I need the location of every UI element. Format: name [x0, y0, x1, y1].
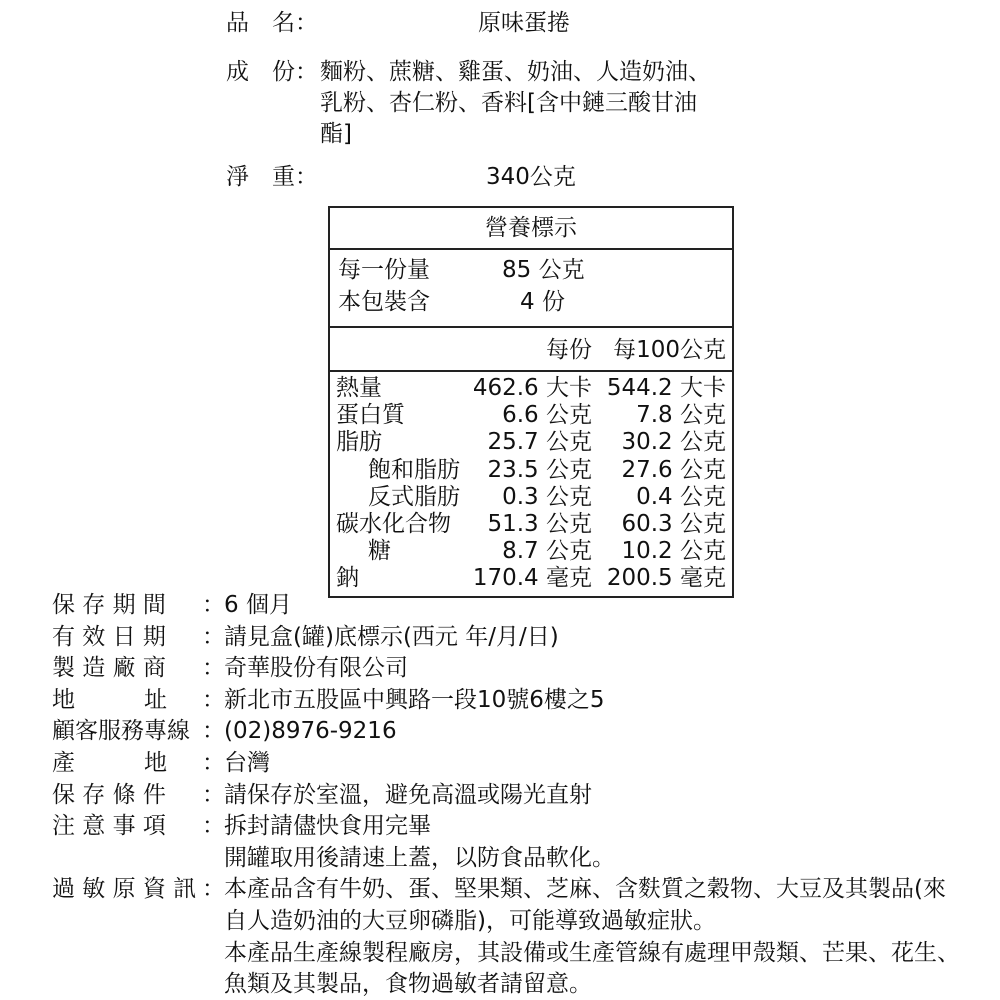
- info-row: [52, 874, 982, 904]
- nutrient-per-serving: 170.4 毫克: [472, 565, 592, 592]
- info-colon: ：: [202, 750, 225, 776]
- ingredients-label: 成 份：: [226, 59, 318, 85]
- nutrient-per-serving: 8.7 公克: [502, 538, 592, 565]
- info-value: 開罐取用後請速上蓋，以防食品軟化。: [224, 844, 615, 871]
- info-label: 保 存 期 間: [52, 592, 166, 618]
- info-value: 台灣: [224, 750, 270, 776]
- info-colon: ：: [202, 718, 225, 745]
- info-row: [52, 938, 982, 968]
- ingredients-line: 麵粉、蔗糖、雞蛋、奶油、人造奶油、: [320, 59, 711, 85]
- info-row: [52, 653, 982, 683]
- divider: [330, 370, 732, 372]
- nutrient-per-100g: 60.3 公克: [621, 511, 726, 537]
- net-weight-value: 340公克: [486, 164, 576, 190]
- column-header-per-100g: 每100公克: [613, 337, 726, 363]
- nutrient-name: 飽和脂肪: [368, 456, 460, 483]
- info-row: [52, 906, 982, 936]
- info-colon: ：: [202, 655, 225, 682]
- net-weight-label: 淨 重：: [226, 164, 318, 190]
- nutrient-name: 反式脂肪: [368, 483, 460, 510]
- info-label: 注 意 事 項: [52, 813, 166, 840]
- info-colon: ：: [202, 686, 225, 713]
- serving-size-value: 85 公克: [502, 257, 585, 283]
- info-value: 拆封請儘快食用完畢: [224, 813, 431, 840]
- nutrient-per-serving: 51.3 公克: [487, 511, 592, 537]
- nutrient-name: 熱量: [336, 375, 382, 401]
- nutrient-per-serving: 23.5 公克: [487, 456, 592, 483]
- info-colon: ：: [202, 876, 225, 903]
- product-name-label: 品 名：: [226, 10, 318, 36]
- info-label: 過 敏 原 資 訊: [52, 876, 197, 903]
- ingredients-text: [320, 57, 711, 150]
- info-colon: ：: [202, 623, 225, 650]
- nutrient-per-100g: 10.2 公克: [621, 538, 726, 565]
- info-row: [52, 590, 982, 620]
- nutrient-per-100g: 544.2 大卡: [606, 375, 726, 401]
- info-value: 新北市五股區中興路一段10號6樓之5: [224, 686, 605, 713]
- nutrient-per-100g: 7.8 公克: [636, 402, 726, 429]
- serving-size-label: 每一份量: [338, 257, 430, 283]
- info-value: 請見盒(罐)底標示(西元 年/月/日): [224, 623, 559, 650]
- nutrient-name: 鈉: [336, 565, 359, 592]
- info-colon: ：: [202, 813, 225, 840]
- info-row: [52, 748, 982, 778]
- divider: [330, 326, 732, 328]
- info-value: 請保存於室溫，避免高溫或陽光直射: [224, 781, 592, 808]
- info-value: 本產品生產線製程廠房，其設備或生產管線有處理甲殼類、芒果、花生、: [224, 939, 960, 966]
- nutrition-title: 營養標示: [485, 215, 577, 241]
- nutrient-per-100g: 30.2 公克: [621, 429, 726, 456]
- info-colon: ：: [202, 781, 225, 808]
- ingredients-line: 乳粉、杏仁粉、香料[含中鏈三酸甘油: [320, 90, 697, 116]
- nutrient-per-serving: 25.7 公克: [487, 429, 592, 456]
- info-value: 6 個月: [224, 592, 292, 618]
- nutrient-per-serving: 462.6 大卡: [472, 375, 592, 401]
- nutrient-name: 碳水化合物: [336, 511, 451, 537]
- info-value: 魚類及其製品，食物過敏者請留意。: [224, 971, 592, 998]
- info-label: 顧客服務專線: [52, 718, 190, 745]
- nutrient-per-100g: 200.5 毫克: [606, 565, 726, 592]
- servings-per-package-value: 4 份: [520, 289, 565, 315]
- nutrition-facts-table: [328, 206, 734, 598]
- divider: [330, 248, 732, 250]
- nutrient-per-100g: 27.6 公克: [621, 456, 726, 483]
- info-row: [52, 811, 982, 841]
- nutrient-per-serving: 6.6 公克: [502, 402, 592, 429]
- info-colon: ：: [202, 592, 225, 618]
- ingredients-line: 酯]: [320, 121, 352, 147]
- nutrient-name: 脂肪: [336, 429, 382, 456]
- info-row: [52, 969, 982, 999]
- nutrient-per-100g: 0.4 公克: [636, 483, 726, 510]
- product-name-value: 原味蛋捲: [478, 10, 570, 36]
- info-row: [52, 685, 982, 715]
- info-row: [52, 716, 982, 746]
- column-header-per-serving: 每份: [546, 337, 592, 363]
- info-value: 本產品含有牛奶、蛋、堅果類、芝麻、含麩質之穀物、大豆及其製品(來: [224, 876, 946, 903]
- info-label: 有 效 日 期: [52, 623, 166, 650]
- info-row: [52, 622, 982, 652]
- info-row: [52, 843, 982, 873]
- nutrient-per-serving: 0.3 公克: [502, 483, 592, 510]
- info-label: 產 地: [52, 750, 167, 776]
- nutrient-name: 糖: [368, 538, 391, 565]
- info-label: 地 址: [52, 686, 167, 713]
- info-label: 製 造 廠 商: [52, 655, 166, 682]
- info-value: (02)8976-9216: [224, 718, 397, 745]
- servings-per-package-label: 本包裝含: [338, 289, 430, 315]
- info-label: 保 存 條 件: [52, 781, 166, 808]
- info-value: 自人造奶油的大豆卵磷脂)，可能導致過敏症狀。: [224, 908, 716, 934]
- info-value: 奇華股份有限公司: [224, 655, 408, 682]
- nutrient-name: 蛋白質: [336, 402, 405, 429]
- info-row: [52, 780, 982, 810]
